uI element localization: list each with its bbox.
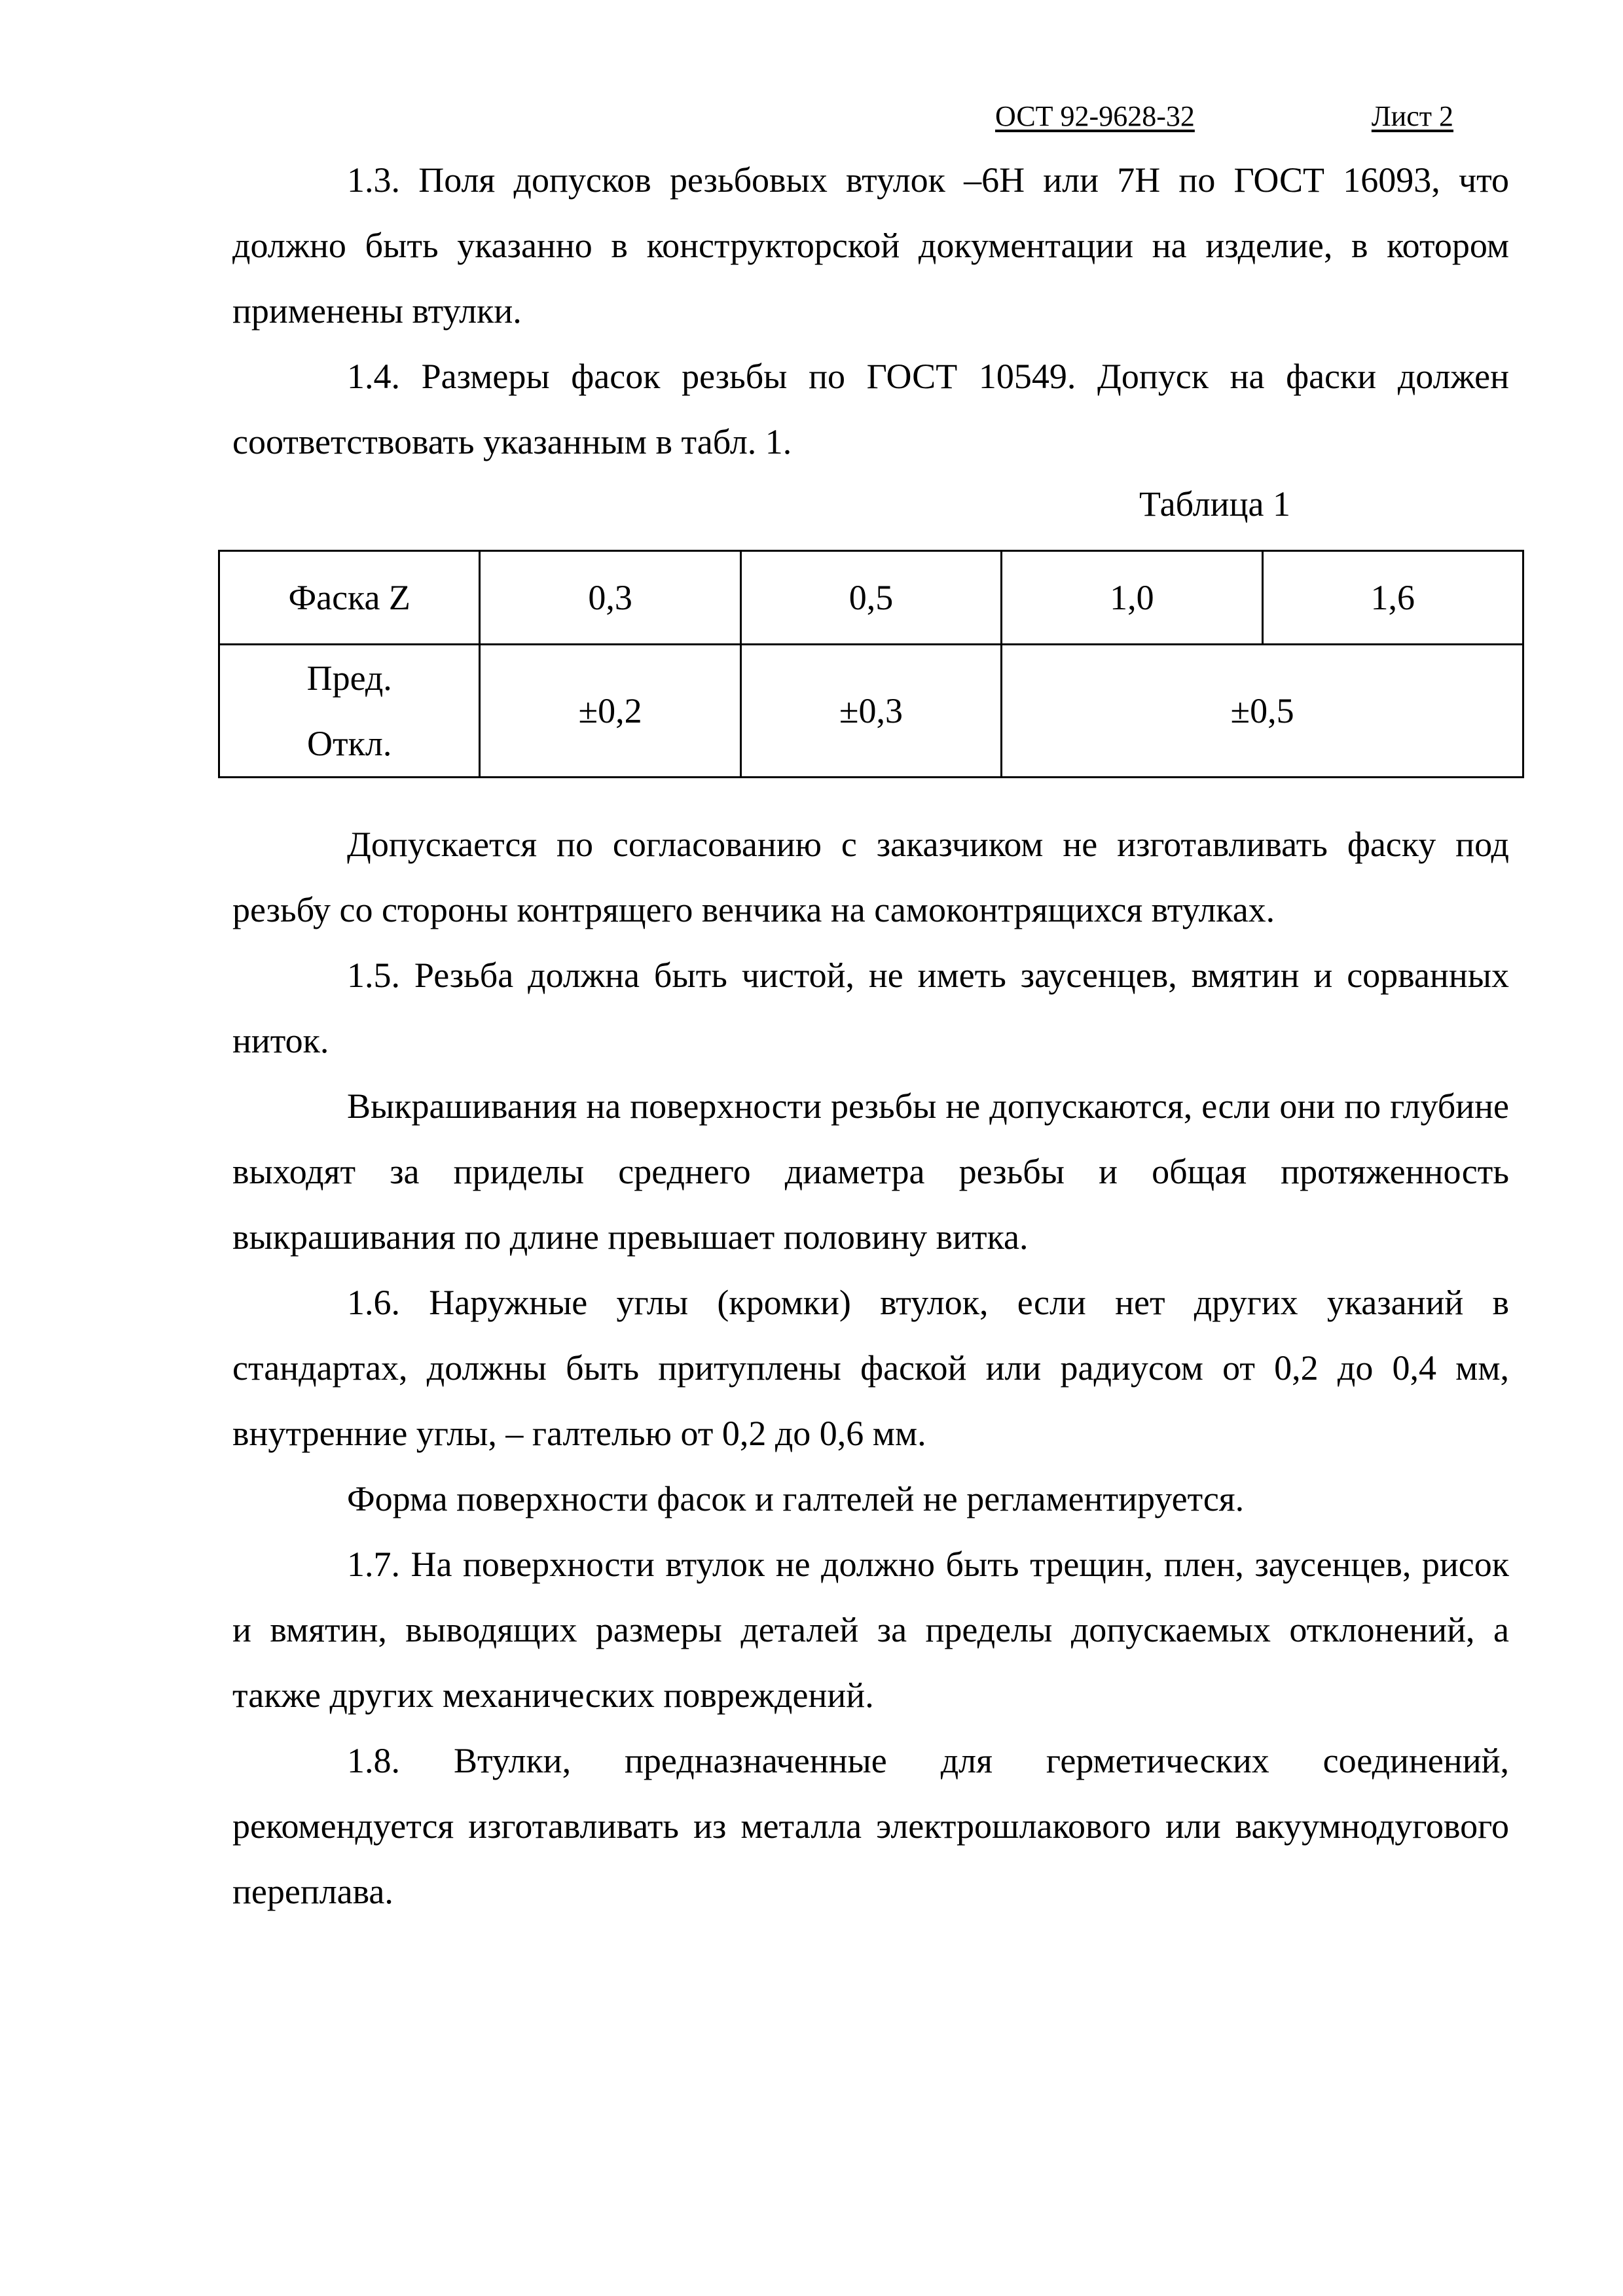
table-header-cell <box>219 645 480 778</box>
table-cell: ±0,3 <box>740 645 1001 778</box>
table-cell: 0,3 <box>480 551 740 645</box>
paragraph-1-8: 1.8. Втулки, предназначенные для герметических соединений, рекомендуется изготавливать из металла электрошлакового или вакуумнодугового переплава. <box>232 1741 1509 1911</box>
cell-label-line: Откл. <box>307 724 392 763</box>
text-section-top <box>232 147 1509 475</box>
text-section-bottom <box>232 812 1509 1924</box>
paragraph-spalling: Выкрашивания на поверхности резьбы не допускаются, если они по глубине выходят за приделы среднего диаметра резьбы и общая протяженность выкрашивания по длине превышает половину витка. <box>232 1086 1509 1257</box>
table-cell: ±0,2 <box>480 645 740 778</box>
chamfer-tolerance-table <box>218 550 1524 778</box>
document-code: ОСТ 92-9628-32 <box>995 100 1195 132</box>
table-row <box>219 551 1523 645</box>
table-caption: Таблица 1 <box>1139 484 1290 524</box>
table-cell: 0,5 <box>740 551 1001 645</box>
sheet-number: Лист 2 <box>1371 100 1453 132</box>
paragraph-1-4: 1.4. Размеры фасок резьбы по ГОСТ 10549. Допуск на фаски должен соответствовать указанным в табл. 1. <box>232 357 1509 461</box>
paragraph-note: Допускается по согласованию с заказчиком не изготавливать фаску под резьбу со стороны контрящего венчика на самоконтрящихся втулках. <box>232 825 1509 929</box>
table-row <box>219 645 1523 778</box>
table-cell: 1,0 <box>1002 551 1262 645</box>
page-header <box>995 98 1453 135</box>
cell-label-line: Пред. <box>306 658 392 698</box>
table-cell: ±0,5 <box>1002 645 1523 778</box>
paragraph-1-3: 1.3. Поля допусков резьбовых втулок –6Н или 7Н по ГОСТ 16093, что должно быть указанно в конструкторской документации на изделие, в котором применены втулки. <box>232 160 1509 331</box>
table-cell: 1,6 <box>1262 551 1523 645</box>
table-header-cell: Фаска Z <box>219 551 480 645</box>
paragraph-shape: Форма поверхности фасок и галтелей не регламентируется. <box>347 1479 1245 1518</box>
paragraph-1-5: 1.5. Резьба должна быть чистой, не иметь заусенцев, вмятин и сорванных ниток. <box>232 956 1509 1060</box>
paragraph-1-6: 1.6. Наружные углы (кромки) втулок, если нет других указаний в стандартах, должны быть притуплены фаской или радиусом от 0,2 до 0,4 мм, внутренние углы, – галтелью от 0,2 до 0,6 мм. <box>232 1283 1509 1453</box>
paragraph-1-7: 1.7. На поверхности втулок не должно быть трещин, плен, заусенцев, рисок и вмятин, выводящих размеры деталей за пределы допускаемых отклонений, а также других механических повреждений. <box>232 1545 1509 1715</box>
